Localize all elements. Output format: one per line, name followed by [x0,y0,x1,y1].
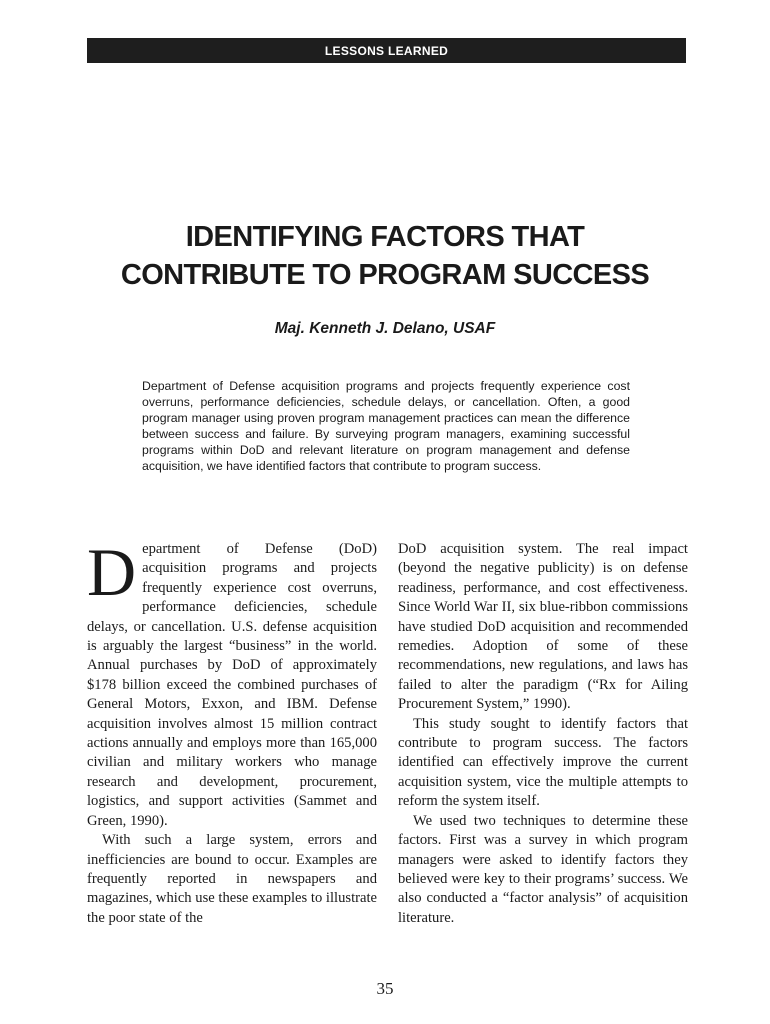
page-number: 35 [376,979,394,998]
paragraph: DoD acquisition system. The real impact (beyond the negative publicity) is on defense readiness, performance, and cost effectiveness. Since World War II, six blue-ribbon commissions have studied DoD acquisition and recommended remedies. Adoption of some of these recommendations, new regulations, and laws has failed to alter the paradigm (“Rx for Ailing Procurement System,” 1990). [398,541,688,713]
section-label: LESSONS LEARNED [324,43,449,58]
author-byline: Maj. Kenneth J. Delano, USAF [274,320,496,337]
article-title [0,218,770,294]
title-line-2: CONTRIBUTE TO PROGRAM SUCCESS [120,259,650,291]
paragraph: We used two techniques to determine these factors. First was a survey in which program managers were asked to identify factors they believed were key to their programs’ success. We also conducted a “factor analysis” of acquisition literature. [398,812,688,926]
drop-cap: D [87,534,137,610]
body-column-right [398,540,688,928]
abstract: Department of Defense acquisition programs and projects frequently experience cost overruns, performance deficiencies, schedule delays, or cancellation. Often, a good program manager using proven program management practices can mean the difference between success and failure. By surveying program managers, examining successful programs within DoD and relevant literature on program management and defense acquisition, we have identified factors that contribute to program success. [142,379,630,473]
paragraph-text: epartment of Defense (DoD) acquisition programs and projects frequently experience cost overruns, performance deficiencies, schedule delays, or cancellation. U.S. defense acquisition is arguably the largest “business” in the world. Annual purchases by DoD of approximately $178 billion exceed the combined purchases of General Motors, Exxon, and IBM. Defense acquisition involves almost 15 million contract actions annually and employs more than 165,000 civilian and military workers who manage research and development, procurement, logistics, and support activities (Sammet and Green, 1990). [87,541,377,829]
body-column-left [87,534,377,928]
section-banner [87,38,686,63]
paragraph: With such a large system, errors and inefficiencies are bound to occur. Examples are frequently reported in newspapers and magazines, which use these examples to illustrate the poor state of the [87,832,377,926]
paragraph: This study sought to identify factors that contribute to program success. The factors identified can effectively improve the current acquisition system, vice the multiple attempts to reform the system itself. [398,715,688,810]
title-line-1: IDENTIFYING FACTORS THAT [185,221,585,253]
paragraph [87,534,377,831]
